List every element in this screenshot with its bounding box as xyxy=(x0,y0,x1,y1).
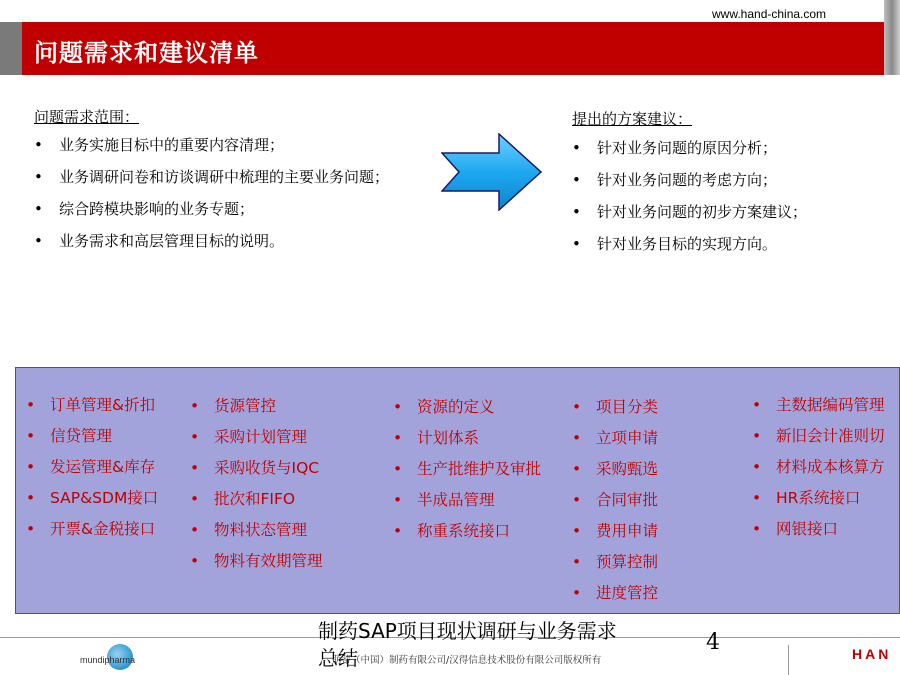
list-item: • 针对业务问题的考虑方向； xyxy=(572,171,778,189)
list-item: • 业务调研问卷和访谈调研中梳理的主要业务问题； xyxy=(34,168,390,186)
topic-item: • 半成品管理 xyxy=(393,491,495,509)
topic-item: • 合同审批 xyxy=(572,491,659,509)
topic-item: • 预算控制 xyxy=(572,553,659,571)
bullet: • xyxy=(34,136,43,154)
hand-logo: HAN xyxy=(852,646,892,662)
topics-column-projects xyxy=(572,397,658,614)
scope-list xyxy=(34,135,389,263)
list-item: • 针对业务问题的原因分析； xyxy=(572,139,778,157)
topic-item: • 费用申请 xyxy=(572,522,659,540)
list-item: • 业务需求和高层管理目标的说明。 xyxy=(34,232,285,250)
topics-column-finance xyxy=(752,395,885,550)
topics-column-procurement xyxy=(190,396,323,582)
topic-item: • 资源的定义 xyxy=(393,398,495,416)
bullet: • xyxy=(34,168,43,186)
bullet: • xyxy=(572,235,581,253)
topic-item: • 发运管理&库存 xyxy=(26,458,156,476)
copyright-text: 萌蒂（中国）制药有限公司/汉得信息技术股份有限公司版权所有 xyxy=(332,655,602,666)
topic-item: • 计划体系 xyxy=(393,429,480,447)
website-url: www.hand-china.com xyxy=(712,7,827,21)
topic-item: • HR系统接口 xyxy=(752,489,861,507)
topic-item: • 新旧会计准则切 xyxy=(752,427,885,445)
bullet: • xyxy=(572,139,581,157)
topic-item: • 采购甄选 xyxy=(572,460,659,478)
list-item: • 综合跨模块影响的业务专题； xyxy=(34,200,255,218)
topics-column-production xyxy=(393,397,541,552)
topic-item: • 物料状态管理 xyxy=(190,521,308,539)
list-item: • 业务实施目标中的重要内容清理； xyxy=(34,136,285,154)
bullet: • xyxy=(34,200,43,218)
document-title-overlay: 制药SAP项目现状调研与业务需求总结 xyxy=(318,619,617,670)
topic-item: • 开票&金税接口 xyxy=(26,520,156,538)
title-accent-block xyxy=(0,22,22,75)
topic-item: • 材料成本核算方 xyxy=(752,458,885,476)
topic-item: • 项目分类 xyxy=(572,398,659,416)
page-number: 4 xyxy=(706,630,720,655)
bullet: • xyxy=(34,232,43,250)
scope-heading: 问题需求范围： xyxy=(34,108,140,126)
right-arrow-icon xyxy=(441,133,543,211)
topic-item: • 网银接口 xyxy=(752,520,839,538)
topic-item: • 采购计划管理 xyxy=(190,428,308,446)
footer-right-divider xyxy=(788,645,789,675)
topic-item: • 信贷管理 xyxy=(26,427,113,445)
proposal-list xyxy=(572,138,807,266)
topics-column-finance-clip xyxy=(752,395,900,555)
bullet: • xyxy=(572,171,581,189)
list-item: • 针对业务问题的初步方案建议； xyxy=(572,203,808,221)
proposal-heading: 提出的方案建议： xyxy=(572,110,693,128)
topic-item: • 称重系统接口 xyxy=(393,522,511,540)
list-item: • 针对业务目标的实现方向。 xyxy=(572,235,778,253)
topic-item: • 采购收货与IQC xyxy=(190,459,320,477)
topic-item: • 立项申请 xyxy=(572,429,659,447)
topic-item: • 批次和FIFO xyxy=(190,490,296,508)
topic-item: • 货源管控 xyxy=(190,397,277,415)
topic-item: • 订单管理&折扣 xyxy=(26,396,156,414)
topic-item: • 生产批维护及审批 xyxy=(393,460,542,478)
topic-item: • 物料有效期管理 xyxy=(190,552,323,570)
topic-item: • 进度管控 xyxy=(572,584,659,602)
topics-column-sales xyxy=(26,395,158,550)
bullet: • xyxy=(572,203,581,221)
title-bar xyxy=(22,22,884,75)
corner-decoration-image xyxy=(884,0,900,75)
page-title: 问题需求和建议清单 xyxy=(34,39,259,67)
mundipharma-logo-text: mundipharma xyxy=(80,655,136,665)
topic-item: • 主数据编码管理 xyxy=(752,396,885,414)
topic-item: • SAP&SDM接口 xyxy=(26,489,159,507)
